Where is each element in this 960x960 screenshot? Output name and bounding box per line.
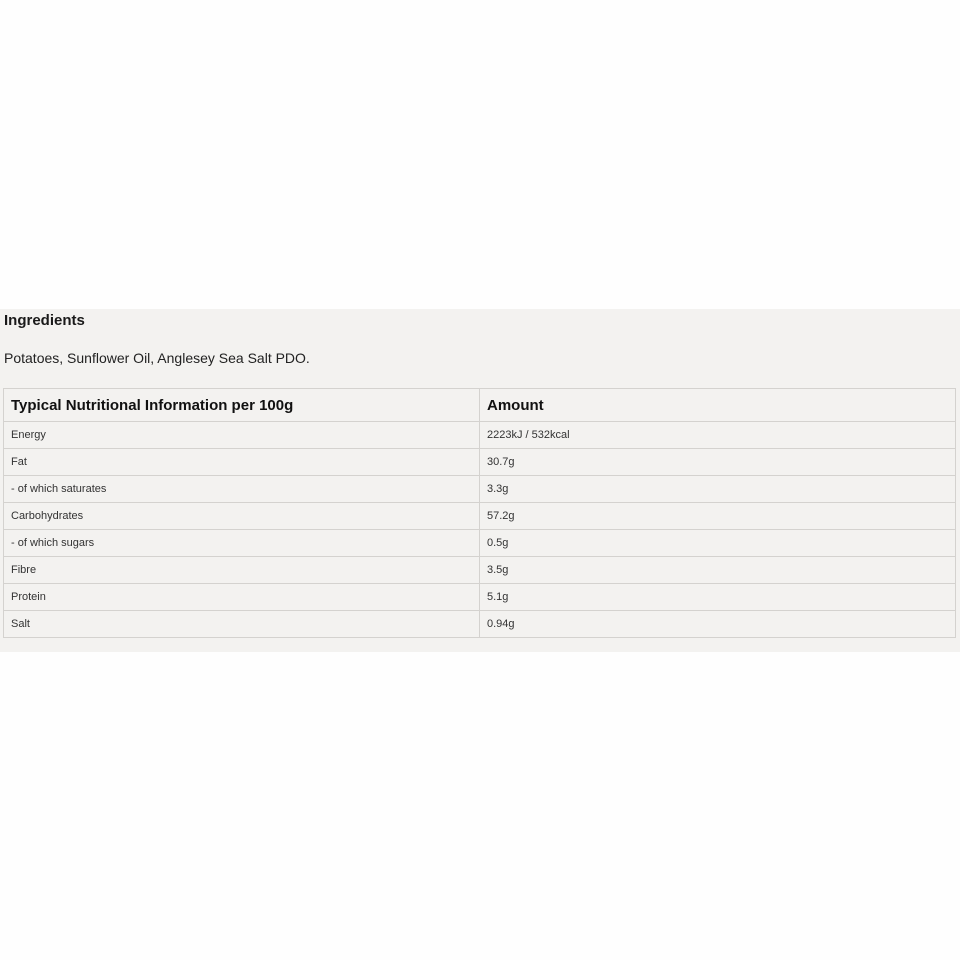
nutrient-amount: 30.7g (480, 449, 956, 476)
nutrient-amount: 2223kJ / 532kcal (480, 422, 956, 449)
table-row (4, 584, 956, 611)
nutrient-label: Fat (4, 449, 480, 476)
ingredients-heading: Ingredients (4, 312, 85, 329)
nutrient-label: Fibre (4, 557, 480, 584)
nutrition-header-label: Typical Nutritional Information per 100g (4, 389, 480, 422)
nutrient-amount: 3.3g (480, 476, 956, 503)
nutrient-label: - of which sugars (4, 530, 480, 557)
ingredients-text: Potatoes, Sunflower Oil, Anglesey Sea Salt PDO. (4, 350, 310, 366)
table-row (4, 422, 956, 449)
nutrient-amount: 5.1g (480, 584, 956, 611)
table-row (4, 476, 956, 503)
nutrient-label: Salt (4, 611, 480, 638)
table-row (4, 449, 956, 476)
nutrient-amount: 3.5g (480, 557, 956, 584)
table-row (4, 557, 956, 584)
nutrient-amount: 57.2g (480, 503, 956, 530)
table-row (4, 611, 956, 638)
product-info-panel (0, 309, 960, 652)
nutrient-label: Carbohydrates (4, 503, 480, 530)
nutrient-label: Protein (4, 584, 480, 611)
nutrient-amount: 0.94g (480, 611, 956, 638)
table-row (4, 503, 956, 530)
nutrition-header-row (4, 389, 956, 422)
nutrition-table (3, 388, 956, 638)
nutrient-label: Energy (4, 422, 480, 449)
table-row (4, 530, 956, 557)
nutrition-header-amount: Amount (480, 389, 956, 422)
nutrient-label: - of which saturates (4, 476, 480, 503)
nutrient-amount: 0.5g (480, 530, 956, 557)
